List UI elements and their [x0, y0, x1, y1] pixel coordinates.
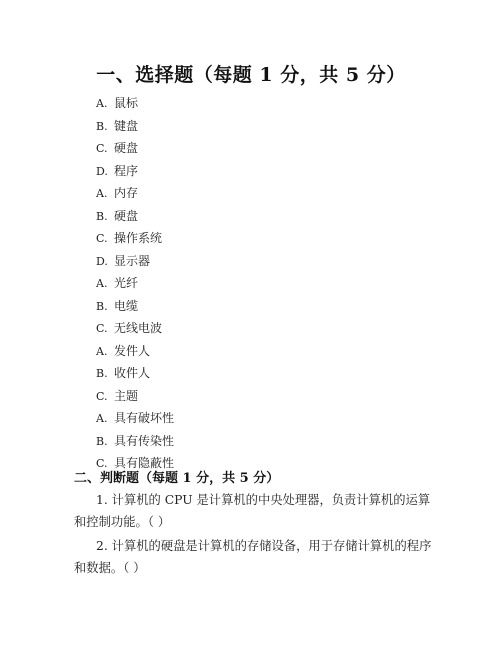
option-text: 无线电波 [114, 321, 163, 335]
option-text: 主题 [114, 388, 139, 403]
option-text: 光纤 [114, 276, 139, 290]
option-list [96, 92, 174, 475]
option-text: 程序 [114, 163, 139, 178]
option-text: 具有破坏性 [114, 411, 175, 425]
option-letter: C. [96, 232, 108, 245]
option-letter: A. [96, 412, 108, 425]
option-item [96, 160, 174, 183]
judgment-question-2: 2. 计算机的硬盘是计算机的存储设备，用于存储计算机的程序和数据。（ ） [74, 539, 432, 575]
option-item [96, 227, 174, 250]
option-item [96, 92, 174, 115]
option-letter: B. [96, 434, 108, 448]
option-letter: C. [96, 142, 108, 155]
option-letter: B. [96, 367, 108, 380]
option-item [96, 115, 174, 138]
section1-title: 一、选择题（每题 1 分，共 5 分） [96, 64, 406, 86]
option-item [96, 137, 174, 160]
option-item [96, 362, 174, 385]
option-item [96, 407, 174, 430]
option-text: 鼠标 [114, 96, 139, 110]
option-item [96, 250, 174, 273]
option-letter: A. [96, 277, 108, 290]
option-letter: B. [96, 209, 108, 223]
option-letter: B. [96, 299, 108, 313]
option-text: 具有隐蔽性 [114, 456, 175, 470]
judgment-question-1: 1. 计算机的 CPU 是计算机的中央处理器，负责计算机的运算和控制功能。（ ） [74, 493, 431, 529]
option-text: 显示器 [114, 253, 151, 268]
option-text: 内存 [114, 186, 139, 200]
option-text: 硬盘 [114, 208, 139, 223]
option-text: 电缆 [114, 298, 139, 313]
option-text: 发件人 [114, 343, 151, 358]
option-letter: C. [96, 389, 108, 403]
option-letter: D. [96, 164, 108, 178]
option-letter: A. [96, 187, 108, 200]
option-text: 硬盘 [114, 141, 139, 155]
option-item [96, 430, 174, 453]
option-text: 操作系统 [114, 231, 163, 245]
option-text: 收件人 [114, 366, 151, 380]
option-text: 具有传染性 [114, 433, 175, 448]
option-letter: D. [96, 254, 108, 268]
option-letter: C. [96, 457, 108, 470]
option-item [96, 317, 174, 340]
option-item [96, 205, 174, 228]
option-item [96, 182, 174, 205]
option-letter: C. [96, 322, 108, 335]
section2-title: 二、判断题（每题 1 分，共 5 分） [74, 471, 280, 486]
option-item [96, 272, 174, 295]
option-text: 键盘 [114, 118, 139, 133]
option-item [96, 295, 174, 318]
option-letter: B. [96, 119, 108, 133]
option-item [96, 340, 174, 363]
option-item [96, 385, 174, 408]
option-letter: A. [96, 97, 108, 110]
option-letter: A. [96, 344, 108, 358]
